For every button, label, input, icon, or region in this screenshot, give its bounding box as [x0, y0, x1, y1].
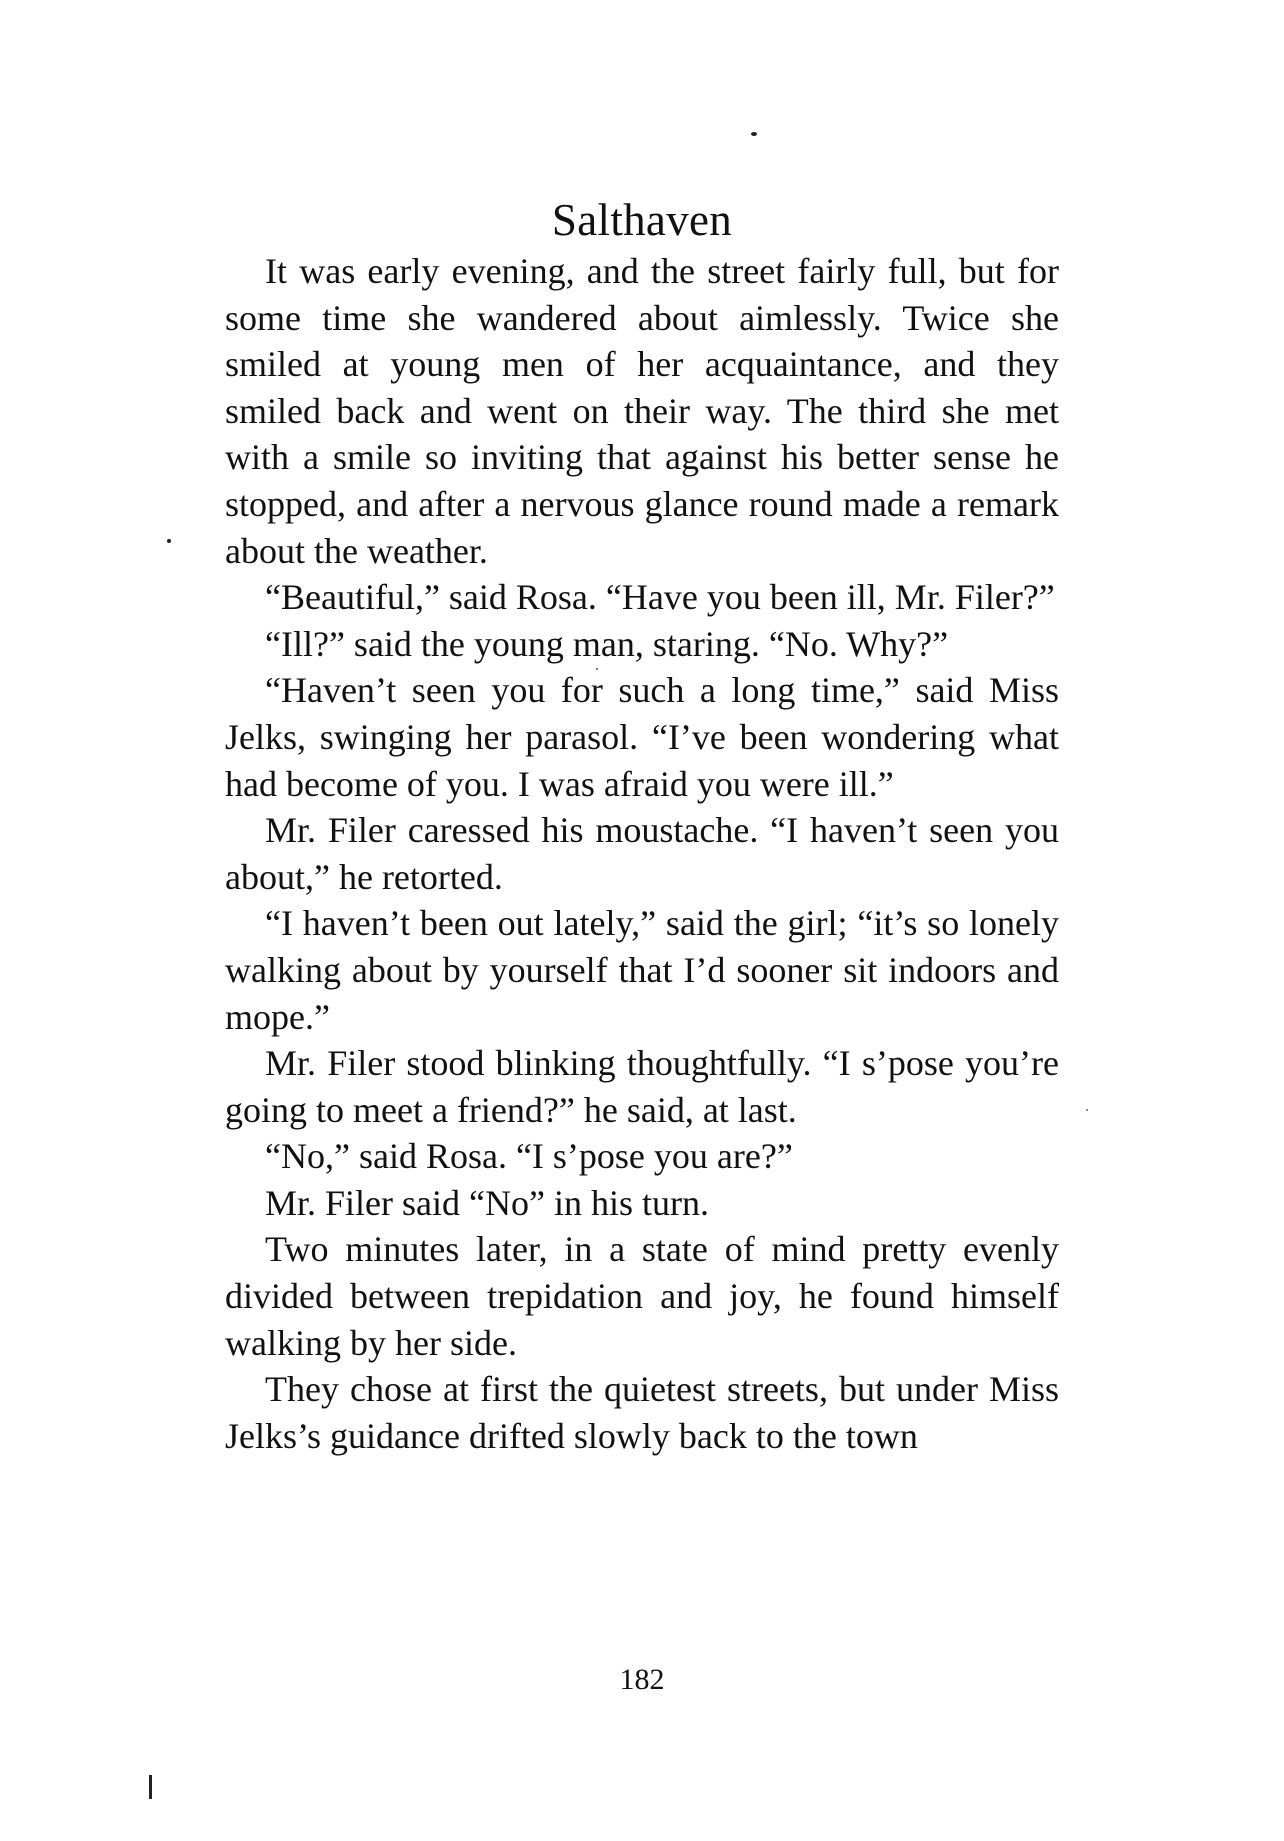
paragraph: It was early evening, and the street fairly full, but for some time she wandered about aimlessly. Twice she smiled at young men of her acquaintance, and they smiled back and went on their way. The third she met with a smile so inviting that against his better sense he stopped, and after a nervous glance round made a remark about the weather.: [225, 251, 1059, 571]
ink-speck: [167, 539, 171, 543]
paragraph: Mr. Filer stood blinking thoughtfully. “I s’pose you’re going to meet a friend?” he said, at last.: [225, 1043, 1059, 1130]
ink-speck: [751, 132, 757, 136]
paragraph: Mr. Filer caressed his moustache. “I haven’t seen you about,” he retorted.: [225, 810, 1059, 897]
paragraph: Mr. Filer said “No” in his turn.: [265, 1182, 709, 1223]
running-head-title: Salthaven: [551, 195, 733, 245]
paragraph: “Ill?” said the young man, staring. “No. Why?”: [265, 623, 949, 664]
scan-mark: [149, 1775, 152, 1799]
page-number: 182: [619, 1663, 665, 1696]
paragraph: “No,” said Rosa. “I s’pose you are?”: [265, 1136, 793, 1177]
paragraph: Two minutes later, in a state of mind pretty evenly divided between trepidation and joy, he found himself walking by her side.: [225, 1229, 1059, 1363]
ink-speck: [1086, 1109, 1088, 1111]
paragraph: “Haven’t seen you for such a long time,” said Miss Jelks, swinging her parasol. “I’ve been wondering what had become of you. I was afraid you were ill.”: [225, 670, 1059, 804]
paragraph: “Beautiful,” said Rosa. “Have you been ill, Mr. Filer?”: [265, 577, 1055, 618]
paragraph: “I haven’t been out lately,” said the girl; “it’s so lonely walking about by yourself that I’d sooner sit indoors and mope.”: [225, 903, 1059, 1037]
body-text: [225, 248, 1059, 1459]
paragraph: They chose at first the quietest streets, but under Miss Jelks’s guidance drifted slowly back to the town: [225, 1369, 1059, 1456]
